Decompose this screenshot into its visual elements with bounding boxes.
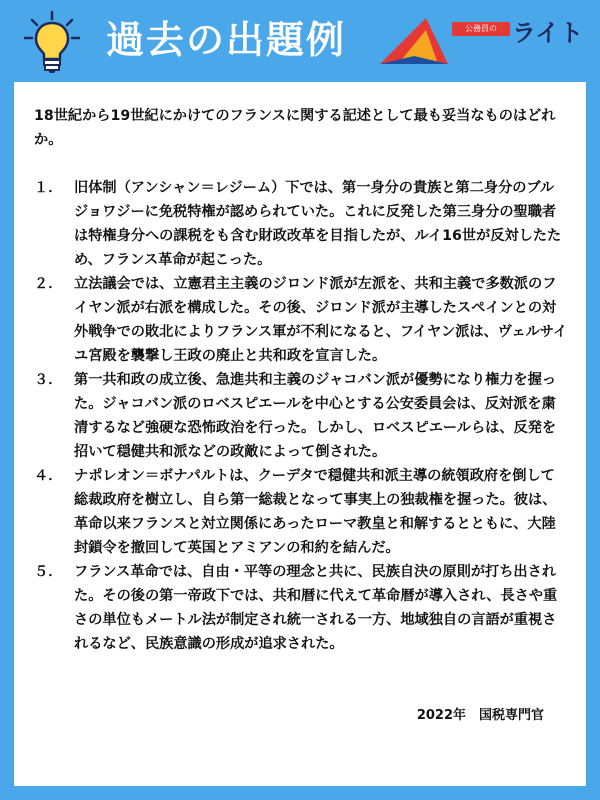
choice-list xyxy=(34,176,568,656)
choice-number: １． xyxy=(34,180,63,196)
choice-text: ナポレオン＝ボナパルトは、クーデタで穏健共和派主導の統領政府を倒して総裁政府を樹立し、自ら第一総裁となって事実上の独裁権を握った。彼は、革命以来フランスと対立関係にあったローマ教皇と和解するとともに、大陸封鎖令を撤回して英国とアミアンの和約を結んだ。 xyxy=(74,468,557,556)
header-banner xyxy=(0,0,600,82)
question-card xyxy=(14,82,586,786)
choice-item-1 xyxy=(34,176,568,272)
choice-item-2 xyxy=(34,272,568,368)
exam-source: 2022年 国税専門官 xyxy=(416,708,544,723)
choice-number: ４． xyxy=(34,468,63,484)
choice-number: ３． xyxy=(34,372,63,388)
choice-text: 旧体制（アンシャン＝レジーム）下では、第一身分の貴族と第二身分のブルジョワジーに免税特権が認められていた。これに反発した第三身分の聖職者は特権身分への課税をも含む財政改革を目指したが、ルイ16世が反対したため、フランス革命が起こった。 xyxy=(74,180,562,268)
choice-text: 第一共和政の成立後、急進共和主義のジャコバン派が優勢になり権力を握った。ジャコバン派のロベスピエールを中心とする公安委員会は、反対派を粛清するなど強硬な恐怖政治を行った。しかし、ロベスピエールらは、反発を招いて穏健共和派などの政敵によって倒された。 xyxy=(74,372,557,460)
choice-text: フランス革命では、自由・平等の理念と共に、民族自決の原則が打ち出された。その後の第一帝政下では、共和暦に代えて革命暦が導入され、長さや重さの単位もメートル法が制定され統一される一方、地域独自の言語が重視されるなど、民族意識の形成が追求された。 xyxy=(74,564,558,652)
logo-text: ライト xyxy=(512,19,584,47)
question-text: 18世紀から19世紀にかけてのフランスに関する記述として最も妥当なものはどれか。 xyxy=(34,108,556,148)
choice-item-3 xyxy=(34,368,568,464)
choice-number: ５． xyxy=(34,564,63,580)
logo-subtext: 公務員の xyxy=(452,22,510,36)
choice-item-5 xyxy=(34,560,568,656)
page-title: 過去の出題例 xyxy=(106,18,347,62)
choice-text: 立法議会では、立憲君主主義のジロンド派が左派を、共和主義で多数派のフイヤン派が右派を構成した。その後、ジロンド派が主導したスペインとの対外戦争での敗北によりフランス軍が不利になると、フイヤン派は、ヴェルサイユ宮殿を襲撃し王政の廃止と共和政を宣言した。 xyxy=(74,276,568,364)
lightbulb-icon xyxy=(24,10,80,74)
choice-item-4 xyxy=(34,464,568,560)
choice-number: ２． xyxy=(34,276,63,292)
